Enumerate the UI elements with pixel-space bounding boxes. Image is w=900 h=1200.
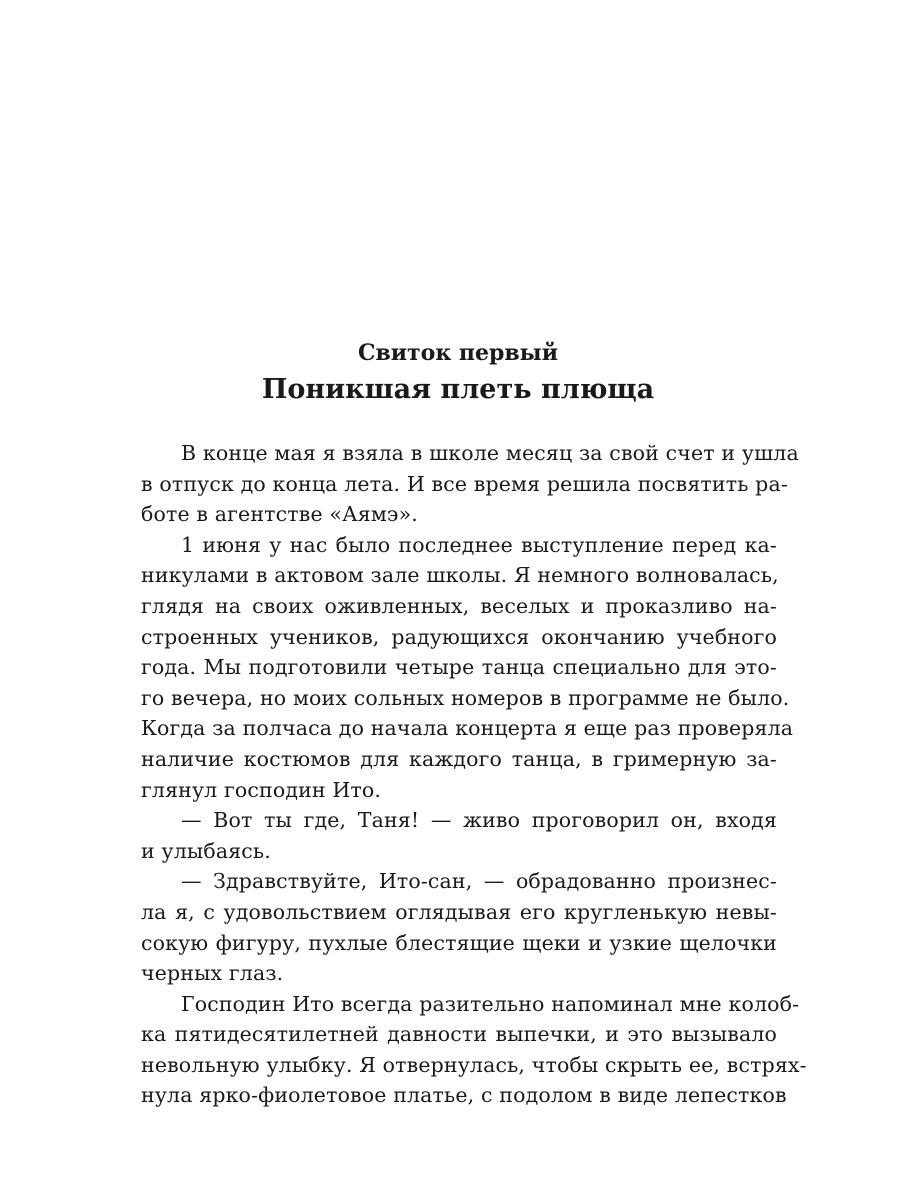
text-line: в отпуск до конца лета. И все время решила посвятить ра- (141, 471, 788, 496)
text-line: го вечера, но моих сольных номеров в программе не было. (141, 685, 790, 710)
text-line: нула ярко-фиолетовое платье, с подолом в виде лепестков (141, 1083, 787, 1108)
text-line: 1 июня у нас было последнее выступление перед ка- (181, 532, 777, 557)
text-line: черных глаз. (141, 961, 284, 986)
text-line: глядя на своих оживленных, веселых и проказливо на- (141, 593, 777, 618)
body-text (141, 438, 807, 1111)
text-line: боте в агентстве «Аямэ». (141, 502, 418, 527)
text-line: — Вот ты где, Таня! — живо проговорил он, входя (181, 808, 777, 833)
text-line: и улыбаясь. (141, 838, 271, 863)
text-line: Господин Ито всегда разительно напоминал мне колоб- (181, 991, 800, 1016)
text-line: невольную улыбку. Я отвернулась, чтобы скрыть ее, встрях- (141, 1052, 807, 1077)
text-line: строенных учеников, радующихся окончанию учебного (141, 624, 777, 649)
text-line: никулами в актовом зале школы. Я немного волновалась, (141, 563, 779, 588)
text-line: В конце мая я взяла в школе месяц за свой счет и ушла (181, 441, 799, 465)
chapter-title: Поникшая плеть плюща (261, 374, 655, 405)
chapter-heading (0, 336, 900, 410)
chapter-label: Свиток первый (357, 340, 559, 366)
text-line: сокую фигуру, пухлые блестящие щеки и узкие щелочки (141, 930, 777, 955)
text-line: ла я, с удовольствием оглядывая его кругленькую невы- (141, 899, 777, 924)
text-line: ка пятидесятилетней давности выпечки, и это вызывало (141, 1022, 777, 1047)
text-line: — Здравствуйте, Ито-сан, — обрадованно произнес- (181, 869, 777, 894)
text-line: Когда за полчаса до начала концерта я еще раз проверяла (141, 716, 794, 741)
text-line: глянул господин Ито. (141, 777, 382, 802)
text-line: года. Мы подготовили четыре танца специально для это- (141, 655, 777, 680)
text-line: наличие костюмов для каждого танца, в гримерную за- (141, 746, 777, 771)
